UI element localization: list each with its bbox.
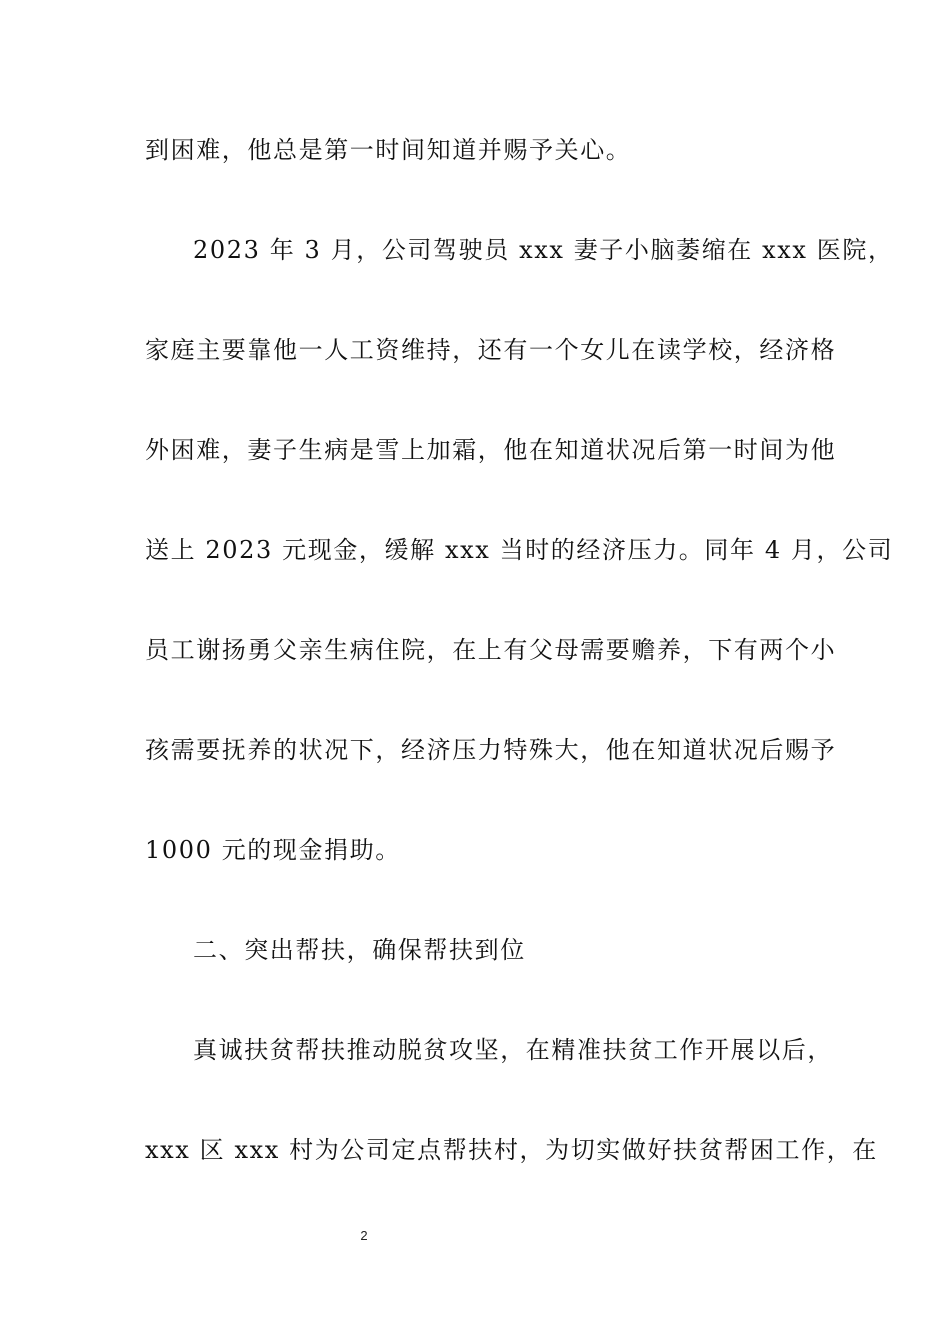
paragraph-line-1: 到困难，他总是第一时间知道并赐予关心。: [145, 136, 632, 164]
paragraph-line-11: xxx 区 xxx 村为公司定点帮扶村，为切实做好扶贫帮困工作，在: [145, 1136, 878, 1164]
section-heading: 二、突出帮扶，确保帮扶到位: [193, 936, 526, 964]
paragraph-line-6: 员工谢扬勇父亲生病住院，在上有父母需要赡养，下有两个小: [145, 636, 837, 664]
paragraph-line-8: 1000 元的现金捐助。: [145, 836, 401, 864]
paragraph-line-10: 真诚扶贫帮扶推动脱贫攻坚，在精准扶贫工作开展以后，: [193, 1036, 833, 1064]
paragraph-line-7: 孩需要抚养的状况下，经济压力特殊大，他在知道状况后赐予: [145, 736, 837, 764]
paragraph-line-5: 送上 2023 元现金，缓解 xxx 当时的经济压力。同年 4 月，公司: [145, 536, 894, 564]
paragraph-line-3: 家庭主要靠他一人工资维持，还有一个女儿在读学校，经济格: [145, 336, 837, 364]
paragraph-line-2: 2023 年 3 月，公司驾驶员 xxx 妻子小脑萎缩在 xxx 医院，: [193, 236, 894, 264]
paragraph-line-4: 外困难，妻子生病是雪上加霜，他在知道状况后第一时间为他: [145, 436, 837, 464]
page-number: 2: [360, 1228, 368, 1243]
